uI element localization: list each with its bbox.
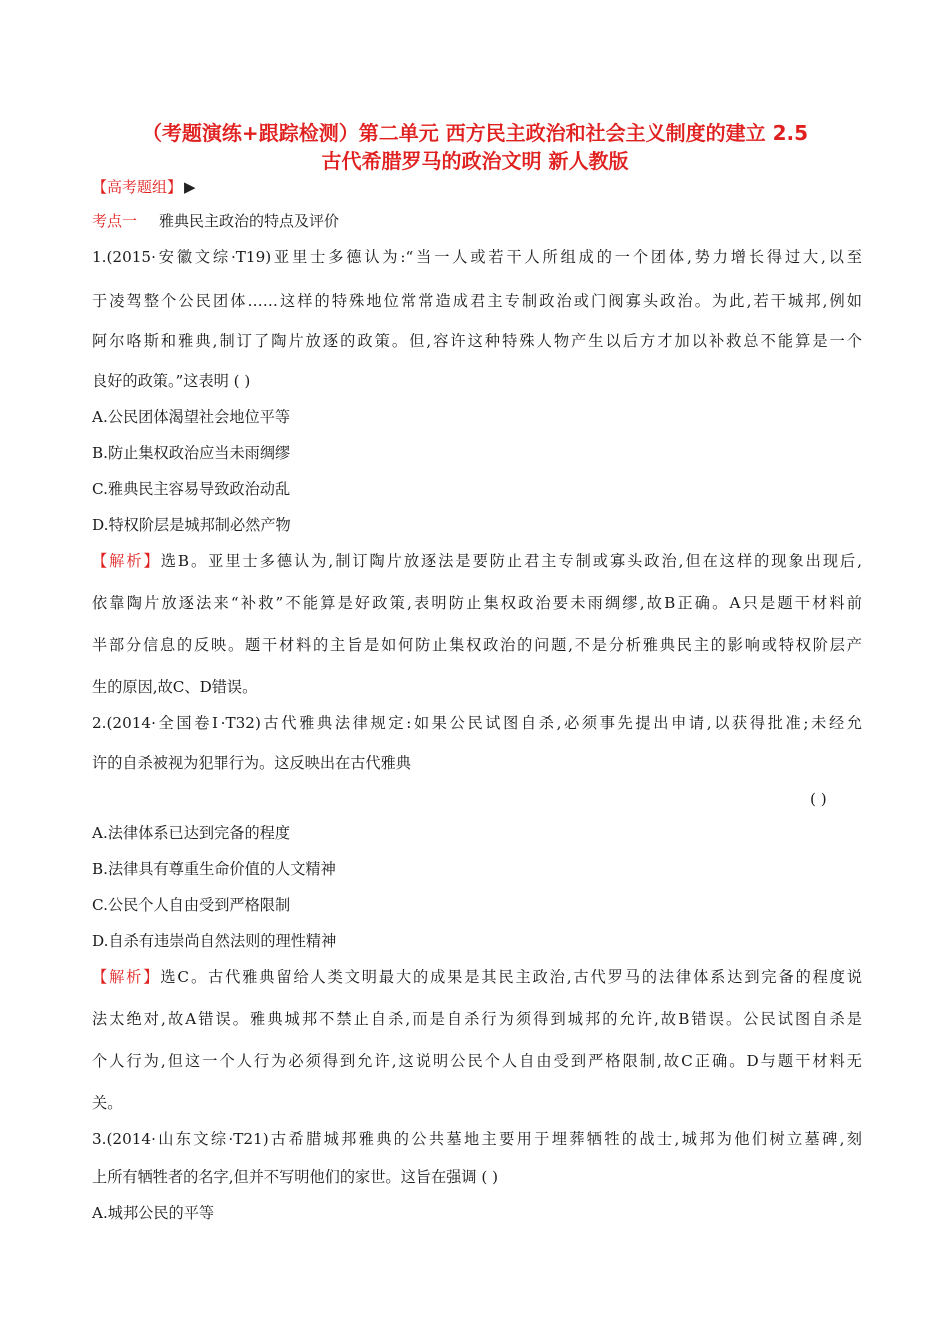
kaodian-text: 雅典民主政治的特点及评价: [159, 212, 340, 230]
q2-option-b: B.法律具有尊重生命价值的人文精神: [92, 860, 336, 878]
document-title-line-2: 古代希腊罗马的政治文明 新人教版: [321, 149, 629, 173]
analysis-tag: 【解析】: [92, 968, 161, 986]
q3-option-a: A.城邦公民的平等: [92, 1204, 215, 1222]
q2-stem-line: 2.(2014·全国卷Ⅰ·T32)古代雅典法律规定:如果公民试图自杀,必须事先提出申请,以获得批准;未经允: [92, 714, 862, 732]
analysis-text: 选B。亚里士多德认为,制订陶片放逐法是要防止君主专制或寡头政治,但在这样的现象出现后,: [160, 552, 862, 570]
q2-analysis-line: 法太绝对,故A错误。雅典城邦不禁止自杀,而是自杀行为须得到城邦的允许,故B错误。公民试图自杀是: [92, 1010, 862, 1028]
section-heading: [92, 176, 196, 198]
q2-analysis-line: [92, 966, 862, 988]
q1-analysis-line: 依靠陶片放逐法来“补救”不能算是好政策,表明防止集权政治要未雨绸缪,故B正确。A只是题干材料前: [92, 594, 862, 612]
q1-analysis-line: 生的原因,故C、D错误。: [92, 678, 258, 696]
q1-stem-line: 1.(2015·安徽文综·T19)亚里士多德认为:“当一人或若干人所组成的一个团体,势力增长得过大,以至: [92, 248, 862, 266]
q1-option-c: C.雅典民主容易导致政治动乱: [92, 480, 291, 498]
q3-stem-line: 上所有牺牲者的名字,但并不写明他们的家世。这旨在强调 ( ): [92, 1168, 499, 1186]
q1-option-a: A.公民团体渴望社会地位平等: [92, 408, 291, 426]
q2-stem-line: 许的自杀被视为犯罪行为。这反映出在古代雅典: [92, 754, 411, 772]
play-arrow-icon: ▶: [184, 178, 196, 196]
q1-analysis-line: [92, 550, 862, 572]
q2-option-c: C.公民个人自由受到严格限制: [92, 896, 291, 914]
q2-analysis-line: 个人行为,但这一个人行为必须得到允许,这说明公民个人自由受到严格限制,故C正确。D与题干材料无: [92, 1052, 862, 1070]
q1-option-b: B.防止集权政治应当未雨绸缪: [92, 444, 291, 462]
q1-stem-line: 阿尔咯斯和雅典,制订了陶片放逐的政策。但,容许这种特殊人物产生以后方才加以补救总不能算是一个: [92, 332, 862, 350]
q3-stem-line: 3.(2014·山东文综·T21)古希腊城邦雅典的公共墓地主要用于埋葬牺牲的战士,城邦为他们树立墓碑,刻: [92, 1130, 862, 1148]
section-tag-label: 【高考题组】: [92, 178, 183, 196]
analysis-text: 选C。古代雅典留给人类文明最大的成果是其民主政治,古代罗马的法律体系达到完备的程度说: [160, 968, 862, 986]
document-title-line-1: （考题演练+跟踪检测）第二单元 西方民主政治和社会主义制度的建立 2.5: [141, 121, 809, 145]
q2-answer-paren: ( ): [810, 790, 827, 808]
q2-analysis-line: 关。: [92, 1094, 123, 1112]
q2-option-a: A.法律体系已达到完备的程度: [92, 824, 291, 842]
kaodian-heading: [92, 210, 339, 232]
q1-stem-line: 良好的政策。”这表明 ( ): [92, 372, 251, 390]
q1-option-d: D.特权阶层是城邦制必然产物: [92, 516, 291, 534]
kaodian-label: 考点一: [92, 212, 138, 230]
q1-analysis-line: 半部分信息的反映。题干材料的主旨是如何防止集权政治的问题,不是分析雅典民主的影响或特权阶层产: [92, 636, 862, 654]
analysis-tag: 【解析】: [92, 552, 161, 570]
q2-option-d: D.自杀有违崇尚自然法则的理性精神: [92, 932, 337, 950]
q1-stem-line: 于凌驾整个公民团体……这样的特殊地位常常造成君主专制政治或门阀寡头政治。为此,若干城邦,例如: [92, 292, 862, 310]
